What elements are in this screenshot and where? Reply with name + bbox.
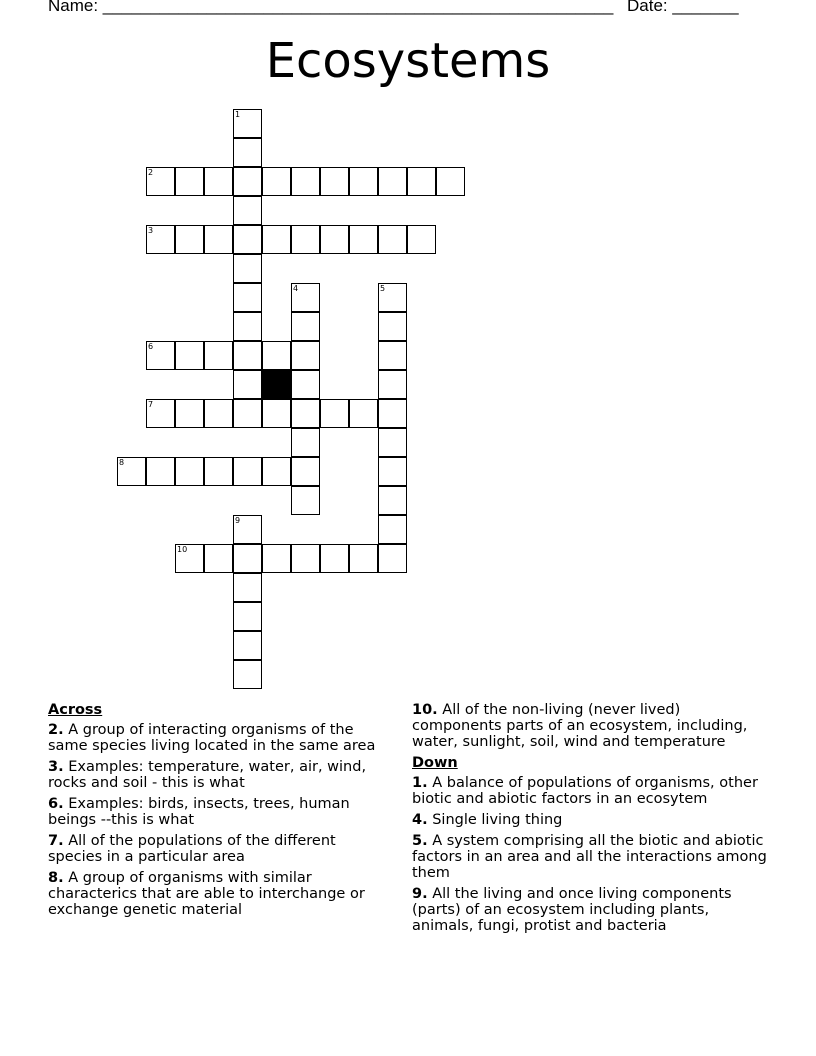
grid-cell[interactable] [175,399,204,428]
clue-across-2 [48,722,393,754]
grid-cell[interactable] [407,225,436,254]
grid-cell[interactable] [204,341,233,370]
clue-number-label: 8 [119,458,125,467]
grid-cell[interactable] [262,341,291,370]
grid-cell[interactable] [233,254,262,283]
grid-cell[interactable] [204,544,233,573]
clue-number: 5. [412,833,428,849]
clue-number: 6. [48,796,64,812]
grid-cell[interactable] [204,167,233,196]
clue-number: 4. [412,812,428,828]
grid-cell[interactable] [262,399,291,428]
grid-cell[interactable] [204,457,233,486]
grid-cell[interactable] [320,399,349,428]
grid-cell[interactable] [291,544,320,573]
clue-text: All of the populations of the different species in a particular area [48,833,336,865]
clue-number: 1. [412,775,428,791]
grid-cell[interactable] [146,341,175,370]
grid-cell[interactable] [233,631,262,660]
clue-number-label: 2 [148,168,154,177]
grid-cell[interactable] [378,428,407,457]
grid-cell[interactable] [320,225,349,254]
grid-cell[interactable] [378,399,407,428]
grid-cell[interactable] [378,370,407,399]
grid-cell[interactable] [146,167,175,196]
grid-cell[interactable] [175,167,204,196]
grid-cell[interactable] [233,399,262,428]
grid-cell[interactable] [233,225,262,254]
clue-number: 2. [48,722,64,738]
down-heading: Down [412,755,458,771]
grid-cell[interactable] [204,225,233,254]
clues-left-column [48,702,393,923]
grid-cell[interactable] [175,544,204,573]
grid-cell[interactable] [407,167,436,196]
clue-number: 3. [48,759,64,775]
clue-number: 7. [48,833,64,849]
clue-number-label: 10 [177,545,188,554]
grid-cell[interactable] [378,515,407,544]
grid-cell[interactable] [291,312,320,341]
grid-cell[interactable] [320,167,349,196]
grid-cell[interactable] [262,457,291,486]
clue-number-label: 7 [148,400,154,409]
clue-down-1 [412,775,772,807]
grid-cell[interactable] [233,370,262,399]
black-cell [262,370,291,399]
grid-cell[interactable] [291,428,320,457]
grid-cell[interactable] [378,167,407,196]
clue-down-5 [412,833,772,881]
clue-across-8 [48,870,393,918]
clue-text: All of the non-living (never lived) components parts of an ecosystem, including, water, sunlight, soil, wind and temperature [412,702,748,750]
grid-cell[interactable] [291,341,320,370]
grid-cell[interactable] [233,544,262,573]
grid-cell[interactable] [233,660,262,689]
grid-cell[interactable] [146,399,175,428]
page-title: Ecosystems [265,33,551,89]
clue-text: Examples: birds, insects, trees, human beings --this is what [48,796,350,828]
clue-text: A group of interacting organisms of the same species living located in the same area [48,722,376,754]
clue-number: 10. [412,702,438,718]
clue-number: 9. [412,886,428,902]
clue-text: Examples: temperature, water, air, wind, rocks and soil - this is what [48,759,367,791]
grid-cell[interactable] [349,544,378,573]
grid-cell[interactable] [204,399,233,428]
grid-cell[interactable] [146,457,175,486]
grid-cell[interactable] [291,370,320,399]
grid-cell[interactable] [378,225,407,254]
grid-cell[interactable] [233,457,262,486]
clue-number: 8. [48,870,64,886]
grid-cell[interactable] [233,109,262,138]
grid-cell[interactable] [233,312,262,341]
clue-text: A group of organisms with similar characterics that are able to interchange or exchange genetic material [48,870,365,918]
grid-cell[interactable] [175,341,204,370]
grid-cell[interactable] [349,167,378,196]
grid-cell[interactable] [233,138,262,167]
grid-cell[interactable] [175,225,204,254]
grid-cell[interactable] [378,457,407,486]
grid-cell[interactable] [378,341,407,370]
clues-right-column [412,702,772,939]
grid-cell[interactable] [349,225,378,254]
grid-cell[interactable] [233,196,262,225]
clue-text: A balance of populations of organisms, other biotic and abiotic factors in an ecosytem [412,775,758,807]
grid-cell[interactable] [436,167,465,196]
date-field[interactable]: Date: _______ [627,0,739,15]
grid-cell[interactable] [233,602,262,631]
grid-cell[interactable] [291,399,320,428]
clue-text: A system comprising all the biotic and abiotic factors in an area and all the interactions among them [412,833,767,881]
clue-text: All the living and once living components (parts) of an ecosystem including plants, animals, fungi, protist and bacteria [412,886,732,934]
grid-cell[interactable] [262,225,291,254]
clue-across-10 [412,702,772,750]
clue-number-label: 1 [235,110,241,119]
grid-cell[interactable] [291,457,320,486]
grid-cell[interactable] [262,544,291,573]
grid-cell[interactable] [146,225,175,254]
clue-across-3 [48,759,393,791]
clue-across-6 [48,796,393,828]
grid-cell[interactable] [117,457,146,486]
grid-cell[interactable] [378,544,407,573]
grid-cell[interactable] [262,167,291,196]
grid-cell[interactable] [378,283,407,312]
clue-number-label: 5 [380,284,386,293]
clue-number-label: 6 [148,342,154,351]
grid-cell[interactable] [233,573,262,602]
clue-number-label: 4 [293,284,299,293]
name-field[interactable]: Name: ______________________________________________________ [48,0,614,15]
grid-cell[interactable] [378,312,407,341]
clue-across-7 [48,833,393,865]
clue-number-label: 3 [148,226,154,235]
grid-cell[interactable] [233,167,262,196]
grid-cell[interactable] [175,457,204,486]
clue-number-label: 9 [235,516,241,525]
across-heading: Across [48,702,103,718]
grid-cell[interactable] [291,167,320,196]
clue-text: Single living thing [432,812,563,828]
clue-down-9 [412,886,772,934]
grid-cell[interactable] [233,341,262,370]
grid-cell[interactable] [349,399,378,428]
grid-cell[interactable] [291,283,320,312]
clue-down-4 [412,812,772,828]
grid-cell[interactable] [320,544,349,573]
grid-cell[interactable] [233,283,262,312]
grid-cell[interactable] [291,225,320,254]
grid-cell[interactable] [233,515,262,544]
grid-cell[interactable] [378,486,407,515]
grid-cell[interactable] [291,486,320,515]
